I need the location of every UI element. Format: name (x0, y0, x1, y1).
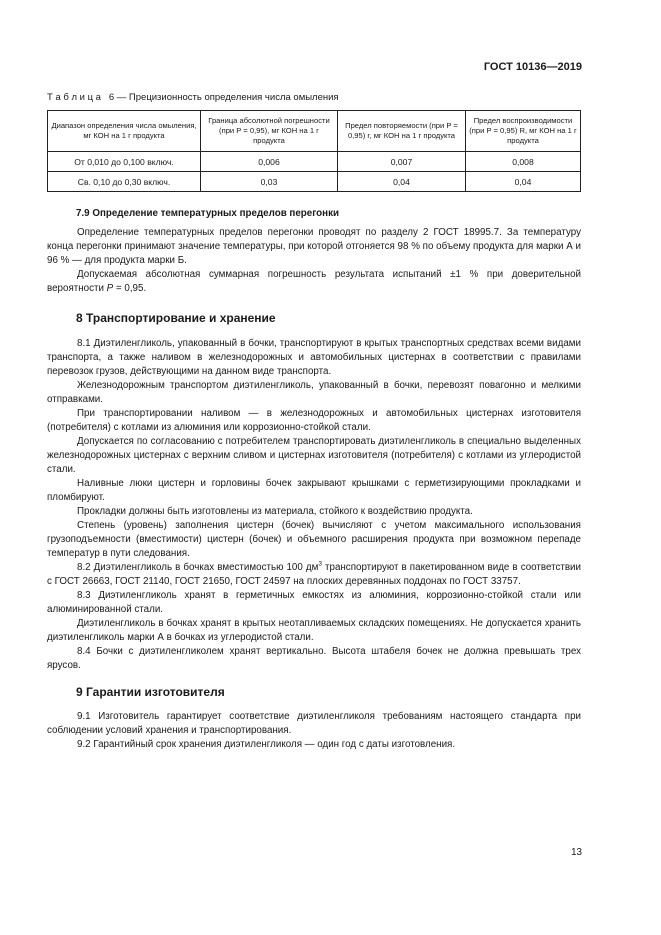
table-cell: 0,006 (201, 152, 338, 172)
paragraph: Допускаемая абсолютная суммарная погрешность результата испытаний ±1 % при доверительной вероятности P = 0,95. (47, 269, 581, 294)
paragraph: 8.1 Диэтиленгликоль, упакованный в бочки, транспортируют в крытых транспортных средствах всеми видами транспорта, а также наливом в железнодорожных и автомобильных цистернах в соответствии с правилами перевозок грузов, действующими на данном виде транспорта. (47, 338, 581, 377)
paragraph: 9.1 Изготовитель гарантирует соответствие диэтиленгликоля требованиям настоящего стандарта при соблюдении условий хранения и транспортирования. (47, 711, 581, 736)
paragraph: Прокладки должны быть изготовлены из материала, стойкого к воздействию продукта. (77, 506, 473, 517)
section-9-text (47, 710, 581, 752)
table-caption: Т а б л и ц а 6 — Прецизионность определения числа омыления (47, 92, 339, 103)
section-7-9-text (47, 226, 581, 296)
section-heading-9: 9 Гарантии изготовителя (76, 685, 225, 699)
table-cell: 0,04 (338, 172, 466, 192)
table-header-cell: Предел воспроизводимости (при P = 0,95) R, мг КОН на 1 г продукта (466, 111, 581, 152)
table-cell: 0,008 (466, 152, 581, 172)
page-number: 13 (571, 847, 582, 858)
paragraph: 8.3 Диэтиленгликоль хранят в герметичных емкостях из алюминия, коррозионно-стойкой стали или алюминированной стали. (47, 590, 581, 615)
table-cell: 0,04 (466, 172, 581, 192)
paragraph: При транспортировании наливом — в железнодорожных и автомобильных цистернах изготовителя (потребителя) с котлами из алюминия или коррозионно-стойкой стали. (47, 408, 581, 433)
subsection-heading-7-9: 7.9 Определение температурных пределов перегонки (76, 208, 340, 219)
table-row (48, 172, 581, 192)
paragraph: Железнодорожным транспортом диэтиленгликоль, упакованный в бочки, перевозят повагонно и мелкими отправками. (47, 380, 581, 405)
table-cell: 0,03 (201, 172, 338, 192)
table-cell: 0,007 (338, 152, 466, 172)
paragraph: Диэтиленгликоль в бочках хранят в крытых неотапливаемых складских помещениях. Не допускается хранить диэтиленгликоль марки А в бочках из углеродистой стали. (47, 618, 581, 643)
table-cell: От 0,010 до 0,100 включ. (48, 152, 201, 172)
table-cell: Св. 0,10 до 0,30 включ. (48, 172, 201, 192)
paragraph: 8.4 Бочки с диэтиленгликолем хранят вертикально. Высота штабеля бочек не должна превышать трех ярусов. (47, 646, 581, 671)
table-row (48, 152, 581, 172)
paragraph: 9.2 Гарантийный срок хранения диэтиленгликоля — один год с даты изготовления. (77, 739, 456, 750)
table-header-cell: Предел повторяемости (при P = 0,95) r, мг КОН на 1 г продукта (338, 111, 466, 152)
precision-table (47, 110, 581, 192)
section-8-text (47, 337, 581, 673)
table-header-cell: Диапазон определения числа омыления, мг КОН на 1 г продукта (48, 111, 201, 152)
standard-id: ГОСТ 10136—2019 (483, 61, 582, 73)
paragraph: Допускается по согласованию с потребителем транспортировать диэтиленгликоль в специально выделенных железнодорожных цистернах с верхним сливом и цистернах изготовителя (потребителя) с котлами из углеродистой стали. (47, 436, 581, 475)
paragraph: Наливные люки цистерн и горловины бочек закрывают крышками с герметизирующими прокладками и пломбируют. (47, 478, 581, 503)
paragraph: Определение температурных пределов перегонки проводят по разделу 2 ГОСТ 18995.7. За температуру конца перегонки принимают значение температуры, при которой отгоняется 98 % по объему продукта для марки А и 96 % — для продукта марки Б. (47, 227, 581, 266)
section-heading-8: 8 Транспортирование и хранение (76, 311, 276, 325)
paragraph: Степень (уровень) заполнения цистерн (бочек) вычисляют с учетом максимального использования грузоподъемности (вместимости) цистерн (бочек) и объемного расширения продукта при возможном перепаде температур в пути следования. (47, 520, 581, 559)
table-header-cell: Граница абсолютной погрешности (при P = 0,95), мг КОН на 1 г продукта (201, 111, 338, 152)
table-header-row (48, 111, 581, 152)
paragraph: 8.2 Диэтиленгликоль в бочках вместимостью 100 $дм^3$ транспортируют в пакетированном виде в соответствии с ГОСТ 26663, ГОСТ 21140, ГОСТ 21650, ГОСТ 24597 на плоских деревянных поддонах по ГОСТ 33757. (47, 560, 581, 587)
